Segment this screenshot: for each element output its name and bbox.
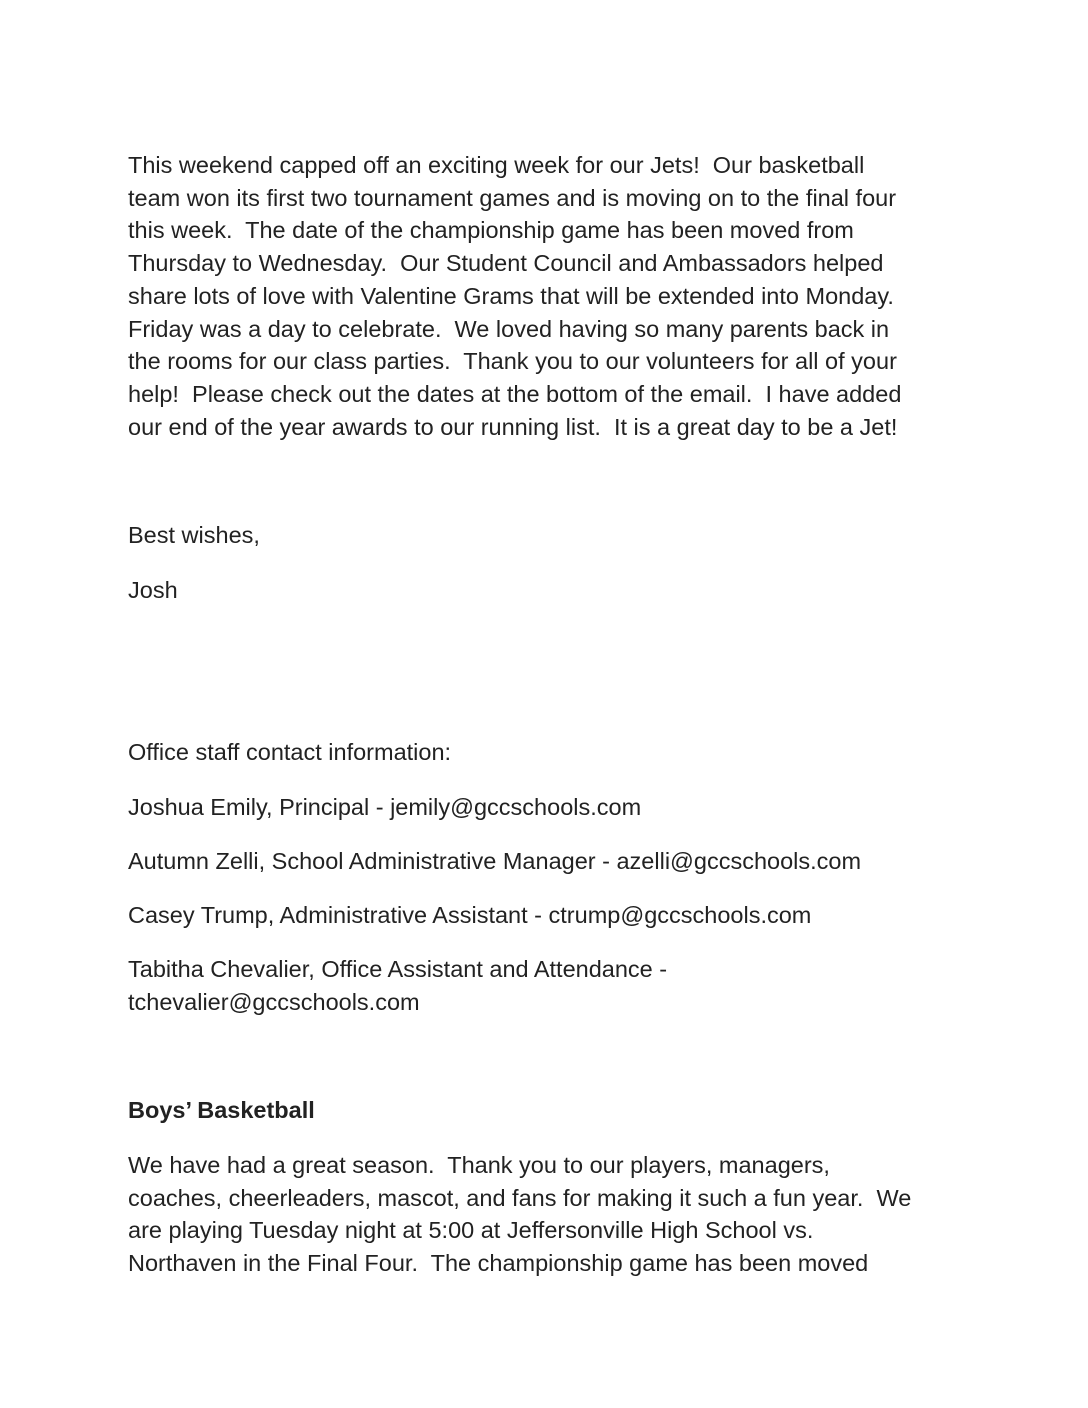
contacts-heading bbox=[128, 736, 451, 769]
contact-text: Autumn Zelli, School Administrative Manager - azelli@gccschools.com bbox=[128, 848, 862, 874]
salutation-text: Best wishes, bbox=[128, 522, 260, 548]
intro-line: team won its first two tournament games and is moving on to the final four bbox=[128, 184, 897, 211]
contact-text: Joshua Emily, Principal - jemily@gccschools.com bbox=[128, 794, 642, 820]
signature bbox=[128, 574, 178, 607]
intro-paragraph bbox=[128, 149, 901, 443]
intro-line: This weekend capped off an exciting week for our Jets! Our basketball bbox=[128, 152, 865, 178]
basketball-paragraph bbox=[128, 1149, 911, 1280]
intro-line: the rooms for our class parties. Thank you to our volunteers for all of your bbox=[128, 348, 897, 375]
signature-text: Josh bbox=[128, 577, 178, 603]
intro-line: this week. The date of the championship game has been moved from bbox=[128, 217, 854, 244]
contact-entry-principal bbox=[128, 791, 641, 824]
contact-entry-attendance bbox=[128, 953, 667, 1018]
contact-entry-assistant bbox=[128, 899, 811, 932]
intro-line: help! Please check out the dates at the bottom of the email. I have added bbox=[128, 380, 902, 407]
basketball-line: We have had a great season. Thank you to our players, managers, bbox=[128, 1152, 830, 1178]
basketball-line: Northaven in the Final Four. The championship game has been moved bbox=[128, 1250, 869, 1277]
section-heading-boys-basketball bbox=[128, 1094, 315, 1127]
contacts-heading-text: Office staff contact information: bbox=[128, 739, 452, 765]
basketball-line: are playing Tuesday night at 5:00 at Jeffersonville High School vs. bbox=[128, 1217, 814, 1244]
contact-text: Casey Trump, Administrative Assistant - ctrump@gccschools.com bbox=[128, 902, 812, 928]
contact-entry-manager bbox=[128, 845, 861, 878]
salutation bbox=[128, 519, 260, 552]
basketball-line: coaches, cheerleaders, mascot, and fans for making it such a fun year. We bbox=[128, 1184, 912, 1211]
intro-line: share lots of love with Valentine Grams that will be extended into Monday. bbox=[128, 282, 894, 309]
intro-line: Friday was a day to celebrate. We loved having so many parents back in bbox=[128, 315, 890, 342]
intro-line: Thursday to Wednesday. Our Student Council and Ambassadors helped bbox=[128, 250, 884, 277]
contact-text: Tabitha Chevalier, Office Assistant and Attendance - bbox=[128, 956, 668, 982]
section-heading-text: Boys’ Basketball bbox=[128, 1097, 315, 1123]
intro-line: our end of the year awards to our running list. It is a great day to be a Jet! bbox=[128, 413, 898, 440]
contact-text: tchevalier@gccschools.com bbox=[128, 988, 420, 1015]
